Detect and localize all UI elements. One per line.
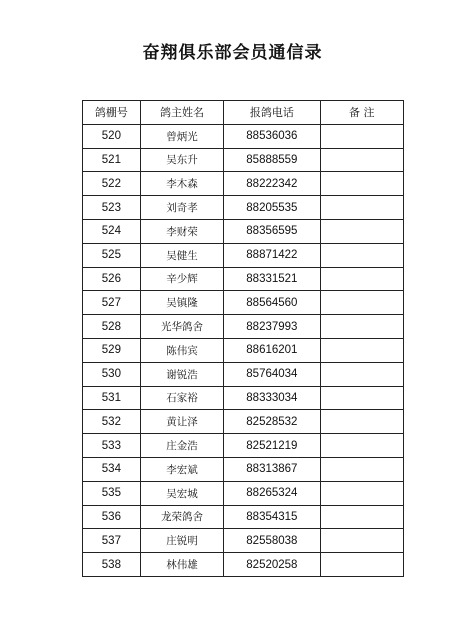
phone-cell: 88616201 <box>224 338 320 362</box>
owner-name-cell: 林伟雄 <box>140 553 223 577</box>
table-row <box>83 481 404 505</box>
member-table <box>82 100 404 577</box>
table-row <box>83 529 404 553</box>
pen-number-cell: 529 <box>83 338 141 362</box>
owner-name-cell: 吴宏城 <box>140 481 223 505</box>
table-row <box>83 434 404 458</box>
owner-name-cell: 谢锐浩 <box>140 362 223 386</box>
table-row <box>83 172 404 196</box>
phone-cell: 88536036 <box>224 124 320 148</box>
pen-number-cell: 532 <box>83 410 141 434</box>
owner-name-cell: 李宏斌 <box>140 457 223 481</box>
phone-cell: 85888559 <box>224 148 320 172</box>
remarks-cell <box>320 196 403 220</box>
pen-number-cell: 521 <box>83 148 141 172</box>
column-header-remarks: 备 注 <box>320 101 403 125</box>
remarks-cell <box>320 457 403 481</box>
column-header-pen-number: 鸽棚号 <box>83 101 141 125</box>
pen-number-cell: 534 <box>83 457 141 481</box>
pen-number-cell: 535 <box>83 481 141 505</box>
phone-cell: 88564560 <box>224 291 320 315</box>
pen-number-cell: 520 <box>83 124 141 148</box>
pen-number-cell: 531 <box>83 386 141 410</box>
phone-cell: 88237993 <box>224 315 320 339</box>
remarks-cell <box>320 243 403 267</box>
table-row <box>83 315 404 339</box>
owner-name-cell: 庄锐明 <box>140 529 223 553</box>
phone-cell: 88313867 <box>224 457 320 481</box>
remarks-cell <box>320 291 403 315</box>
pen-number-cell: 523 <box>83 196 141 220</box>
table-row <box>83 410 404 434</box>
table-row <box>83 148 404 172</box>
phone-cell: 85764034 <box>224 362 320 386</box>
pen-number-cell: 538 <box>83 553 141 577</box>
page-title: 奋翔俱乐部会员通信录 <box>142 43 323 63</box>
owner-name-cell: 刘奇孝 <box>140 196 223 220</box>
remarks-cell <box>320 267 403 291</box>
phone-cell: 82520258 <box>224 553 320 577</box>
table-row <box>83 553 404 577</box>
table-row <box>83 196 404 220</box>
table-row <box>83 219 404 243</box>
owner-name-cell: 吴东升 <box>140 148 223 172</box>
phone-cell: 82558038 <box>224 529 320 553</box>
owner-name-cell: 曾炳光 <box>140 124 223 148</box>
remarks-cell <box>320 505 403 529</box>
owner-name-cell: 黄让泽 <box>140 410 223 434</box>
phone-cell: 88265324 <box>224 481 320 505</box>
owner-name-cell: 光华鸽舍 <box>140 315 223 339</box>
table-row <box>83 243 404 267</box>
remarks-cell <box>320 338 403 362</box>
table-row <box>83 267 404 291</box>
pen-number-cell: 537 <box>83 529 141 553</box>
table-row <box>83 338 404 362</box>
table-row <box>83 505 404 529</box>
remarks-cell <box>320 172 403 196</box>
pen-number-cell: 527 <box>83 291 141 315</box>
pen-number-cell: 524 <box>83 219 141 243</box>
owner-name-cell: 李木森 <box>140 172 223 196</box>
owner-name-cell: 陈伟宾 <box>140 338 223 362</box>
remarks-cell <box>320 553 403 577</box>
column-header-owner-name: 鸽主姓名 <box>140 101 223 125</box>
owner-name-cell: 吴镇隆 <box>140 291 223 315</box>
phone-cell: 88354315 <box>224 505 320 529</box>
remarks-cell <box>320 386 403 410</box>
phone-cell: 88356595 <box>224 219 320 243</box>
phone-cell: 88331521 <box>224 267 320 291</box>
pen-number-cell: 525 <box>83 243 141 267</box>
owner-name-cell: 李财荣 <box>140 219 223 243</box>
phone-cell: 88333034 <box>224 386 320 410</box>
remarks-cell <box>320 529 403 553</box>
pen-number-cell: 528 <box>83 315 141 339</box>
phone-cell: 88205535 <box>224 196 320 220</box>
table-row <box>83 386 404 410</box>
remarks-cell <box>320 362 403 386</box>
remarks-cell <box>320 410 403 434</box>
header-row <box>83 101 404 125</box>
column-header-phone: 报鸽电话 <box>224 101 320 125</box>
phone-cell: 82521219 <box>224 434 320 458</box>
remarks-cell <box>320 481 403 505</box>
table-row <box>83 124 404 148</box>
pen-number-cell: 530 <box>83 362 141 386</box>
remarks-cell <box>320 315 403 339</box>
owner-name-cell: 石家裕 <box>140 386 223 410</box>
remarks-cell <box>320 434 403 458</box>
pen-number-cell: 533 <box>83 434 141 458</box>
owner-name-cell: 庄金浩 <box>140 434 223 458</box>
owner-name-cell: 辛少辉 <box>140 267 223 291</box>
table-row <box>83 362 404 386</box>
table-row <box>83 291 404 315</box>
remarks-cell <box>320 148 403 172</box>
phone-cell: 88222342 <box>224 172 320 196</box>
owner-name-cell: 吴健生 <box>140 243 223 267</box>
pen-number-cell: 526 <box>83 267 141 291</box>
remarks-cell <box>320 124 403 148</box>
remarks-cell <box>320 219 403 243</box>
table-row <box>83 457 404 481</box>
owner-name-cell: 龙荣鸽舍 <box>140 505 223 529</box>
pen-number-cell: 522 <box>83 172 141 196</box>
phone-cell: 82528532 <box>224 410 320 434</box>
pen-number-cell: 536 <box>83 505 141 529</box>
phone-cell: 88871422 <box>224 243 320 267</box>
